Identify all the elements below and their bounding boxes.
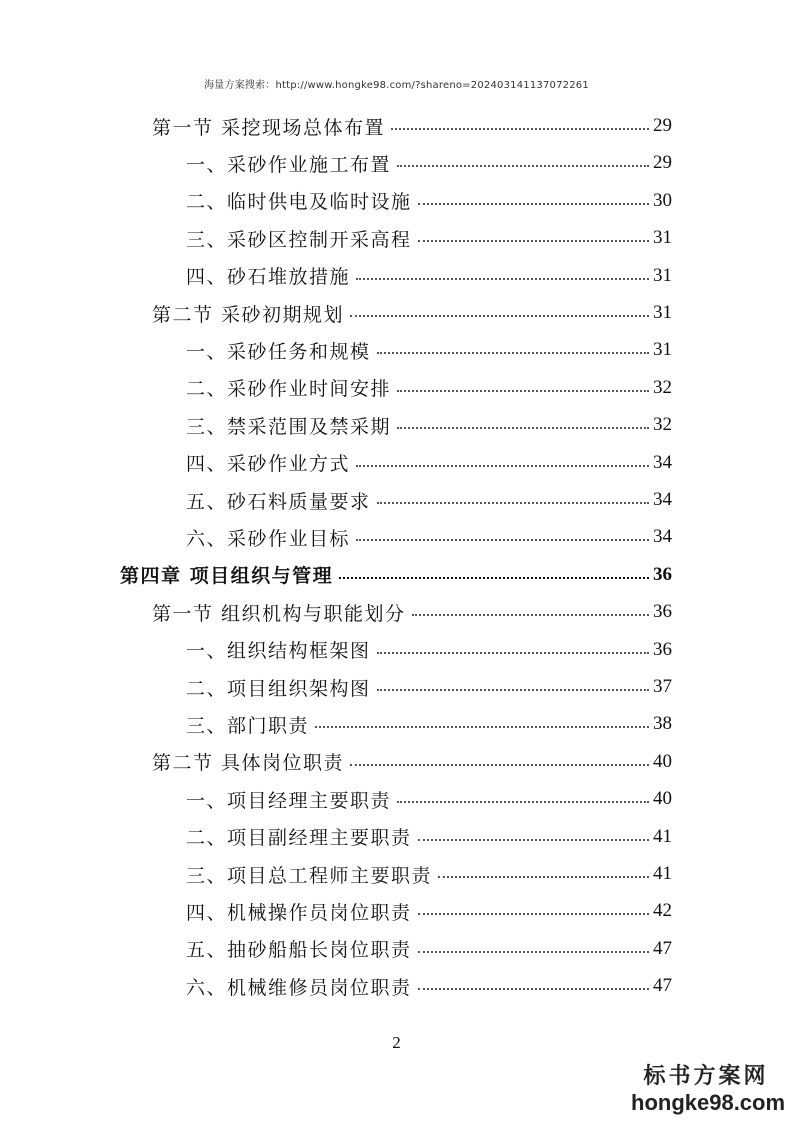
toc-entry-page-number: 31 — [653, 264, 672, 286]
toc-entry-label: 四、砂石堆放措施 — [186, 266, 351, 289]
toc-entry-page-number: 32 — [653, 414, 672, 436]
toc-dot-leader — [315, 726, 649, 728]
toc-entry-label: 三、部门职责 — [186, 714, 310, 737]
toc-entry-label: 一、项目经理主要职责 — [186, 789, 392, 812]
toc-dot-leader — [397, 165, 649, 167]
toc-entry-page-number: 34 — [653, 489, 672, 510]
toc-dot-leader — [418, 203, 649, 205]
toc-entry-page-number: 32 — [653, 376, 672, 398]
toc-entry-page-number: 36 — [653, 638, 672, 660]
toc-dot-leader — [391, 128, 649, 130]
toc-dot-leader — [377, 652, 649, 654]
toc-entry-page-number: 40 — [653, 750, 672, 772]
toc-entry-label: 第二节 具体岗位职责 — [152, 752, 345, 775]
toc-entry-page-number: 36 — [653, 601, 672, 623]
toc-entry-section[interactable] — [152, 298, 672, 328]
toc-entry-label: 三、项目总工程师主要职责 — [186, 864, 433, 887]
toc-entry-label: 五、抽砂船船长岗位职责 — [186, 939, 412, 962]
toc-entry-section[interactable] — [152, 111, 672, 141]
toc-entry-item[interactable] — [186, 485, 672, 515]
toc-dot-leader — [377, 502, 649, 504]
toc-entry-chapter[interactable] — [120, 560, 672, 590]
toc-entry-label: 四、采砂作业方式 — [186, 453, 351, 476]
toc-entry-item[interactable] — [186, 635, 672, 665]
toc-entry-item[interactable] — [186, 896, 672, 926]
toc-entry-item[interactable] — [186, 373, 672, 403]
toc-entry-label: 五、砂石料质量要求 — [186, 490, 371, 513]
toc-dot-leader — [356, 539, 649, 541]
watermark-en-text: hongke98.com — [631, 1090, 786, 1115]
toc-dot-leader — [356, 278, 649, 280]
toc-entry-page-number: 47 — [653, 937, 672, 959]
toc-dot-leader — [418, 839, 649, 841]
toc-entry-label: 第四章 项目组织与管理 — [120, 565, 334, 588]
toc-entry-page-number: 31 — [653, 227, 672, 249]
toc-entry-page-number: 38 — [653, 713, 672, 735]
toc-entry-page-number: 29 — [653, 115, 672, 136]
toc-dot-leader — [377, 689, 649, 691]
toc-entry-section[interactable] — [152, 747, 672, 777]
toc-dot-leader — [418, 988, 649, 990]
toc-entry-item[interactable] — [186, 784, 672, 814]
toc-entry-label: 三、禁采范围及禁采期 — [186, 415, 392, 438]
page-header-url: 海量方案搜索：http://www.hongke98.com/?shareno=202403141137072261 — [204, 80, 589, 91]
toc-entry-item[interactable] — [186, 709, 672, 739]
toc-entry-item[interactable] — [186, 410, 672, 440]
toc-entry-label: 第一节 组织机构与职能划分 — [152, 602, 406, 625]
toc-entry-item[interactable] — [186, 148, 672, 178]
toc-entry-item[interactable] — [186, 971, 672, 1001]
toc-entry-page-number: 36 — [653, 563, 672, 585]
toc-entry-item[interactable] — [186, 261, 672, 291]
toc-entry-label: 一、组织结构框架图 — [186, 640, 371, 663]
toc-entry-page-number: 31 — [653, 339, 672, 361]
toc-entry-item[interactable] — [186, 822, 672, 852]
toc-entry-page-number: 41 — [653, 863, 672, 884]
toc-entry-label: 四、机械操作员岗位职责 — [186, 901, 412, 924]
toc-entry-page-number: 30 — [653, 189, 672, 211]
toc-entry-item[interactable] — [186, 522, 672, 552]
toc-entry-item[interactable] — [186, 672, 672, 702]
toc-entry-label: 三、采砂区控制开采高程 — [186, 228, 412, 251]
toc-entry-page-number: 34 — [653, 526, 672, 548]
watermark-cn-text: 标书方案网 — [643, 1064, 769, 1089]
toc-entry-label: 二、临时供电及临时设施 — [186, 191, 412, 214]
page-number: 2 — [392, 1033, 401, 1052]
toc-dot-leader — [350, 764, 649, 766]
toc-entry-item[interactable] — [186, 223, 672, 253]
toc-entry-item[interactable] — [186, 859, 672, 889]
toc-entry-label: 六、采砂作业目标 — [186, 527, 351, 550]
toc-dot-leader — [356, 465, 649, 467]
toc-entry-label: 一、采砂作业施工布置 — [186, 153, 392, 176]
toc-entry-page-number: 37 — [653, 676, 672, 697]
toc-entry-item[interactable] — [186, 448, 672, 478]
watermark-logo — [631, 1059, 786, 1116]
toc-dot-leader — [339, 577, 649, 579]
toc-entry-page-number: 42 — [653, 900, 672, 922]
toc-entry-page-number: 40 — [653, 788, 672, 810]
toc-dot-leader — [418, 240, 649, 242]
toc-entry-label: 二、项目组织架构图 — [186, 677, 371, 700]
toc-entry-page-number: 29 — [653, 152, 672, 174]
toc-dot-leader — [418, 951, 649, 953]
toc-entry-page-number: 47 — [653, 975, 672, 997]
toc-entry-page-number: 34 — [653, 451, 672, 473]
toc-entry-item[interactable] — [186, 186, 672, 216]
toc-dot-leader — [397, 801, 649, 803]
toc-dot-leader — [397, 390, 649, 392]
toc-entry-label: 二、项目副经理主要职责 — [186, 827, 412, 850]
toc-entry-section[interactable] — [152, 597, 672, 627]
toc-entry-label: 第二节 采砂初期规划 — [152, 303, 345, 326]
toc-dot-leader — [377, 352, 649, 354]
toc-entry-item[interactable] — [186, 934, 672, 964]
toc-entry-label: 一、采砂任务和规模 — [186, 340, 371, 363]
toc-entry-page-number: 41 — [653, 825, 672, 847]
toc-dot-leader — [438, 876, 649, 878]
toc-entry-label: 六、机械维修员岗位职责 — [186, 976, 412, 999]
toc-dot-leader — [412, 614, 649, 616]
toc-dot-leader — [418, 913, 649, 915]
toc-entry-item[interactable] — [186, 335, 672, 365]
toc-entry-page-number: 31 — [653, 302, 672, 323]
toc-dot-leader — [397, 427, 649, 429]
toc-entry-label: 第一节 采挖现场总体布置 — [152, 116, 386, 139]
toc-entry-label: 二、采砂作业时间安排 — [186, 378, 392, 401]
toc-dot-leader — [350, 315, 649, 317]
